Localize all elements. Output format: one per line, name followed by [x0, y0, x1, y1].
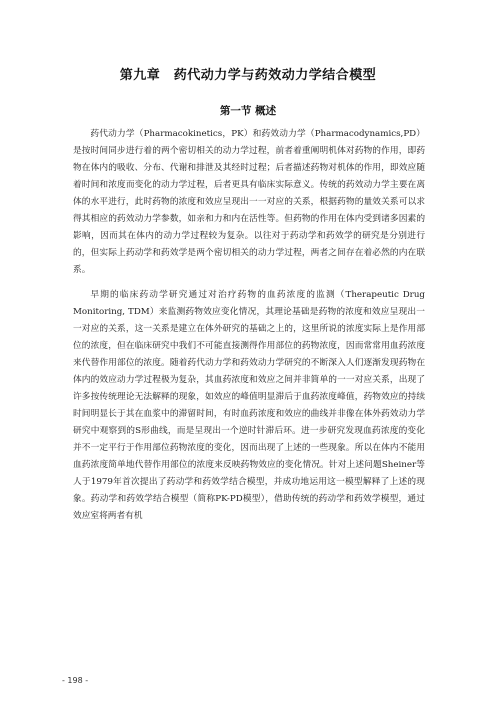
paragraph: 早期的临床药动学研究通过对治疗药物的血药浓度的监测（Therapeutic Drug Monitoring, TDM）来监测药物效应变化情况，其理论基础是药物的浓度和效应呈现出一一对应的关系，这一关系是建立在体外研究的基础之上的，这里所说的浓度实际上是作用部位的浓度，但在临床研究中我们不可能直接测得作用部位的药物浓度，因而常常用血药浓度来代替作用部位的浓度。随着药代动力学和药效动力学研究的不断深入人们逐渐发现药物在体内的效应动力学过程极为复杂，其血药浓度和效应之间并非简单的一一对应关系，出现了许多按传统理论无法解释的现象，如效应的峰值明显滞后于血药浓度峰值，药物效应的持续时间明显长于其在血浆中的滞留时间，有时血药浓度和效应的曲线并非像在体外药效动力学研究中观察到的S形曲线，而是呈现出一个逆时针滞后环。进一步研究发现血药浓度的变化并不一定平行于作用部位药物浓度的变化，因而出现了上述的一些现象。所以在体内不能用血药浓度简单地代替作用部位的浓度来反映药物效应的变化情况。针对上述问题Sheiner等人于1979年首次提出了药动学和药效学结合模型，并成功地运用这一模型解释了上述的现象。药动学和药效学结合模型（简称PK-PD模型），借助传统的药动学和药效学模型，通过效应室将两者有机 [73, 290, 425, 521]
paragraph: 药代动力学（Pharmacokinetics，PK）和药效动力学（Pharmacodynamics,PD）是按时间同步进行着的两个密切相关的动力学过程，前者着重阐明机体对药物的作用，即药物在体内的吸收、分布、代谢和排泄及其经时过程；后者描述药物对机体的作用，即效应随着时间和浓度而变化的动力学过程，后者更具有临床实际意义。传统的药效动力学主要在离体的水平进行，此时药物的浓度和效应呈现出一一对应的关系，根据药物的量效关系可以求得其相应的药效动力学参数，如亲和力和内在活性等。但药物的作用在体内受到诸多因素的影响，因而其在体内的动力学过程较为复杂。以往对于药动学和药效学的研究是分别进行的，但实际上药动学和药效学是两个密切相关的动力学过程，两者之间存在着必然的内在联系。 [73, 129, 425, 275]
body-text [73, 126, 425, 533]
chapter-title: 第九章 药代动力学与药效动力学结合模型 [119, 68, 377, 83]
page-number: - 198 - [62, 676, 89, 685]
section-title: 第一节 概述 [219, 105, 277, 117]
